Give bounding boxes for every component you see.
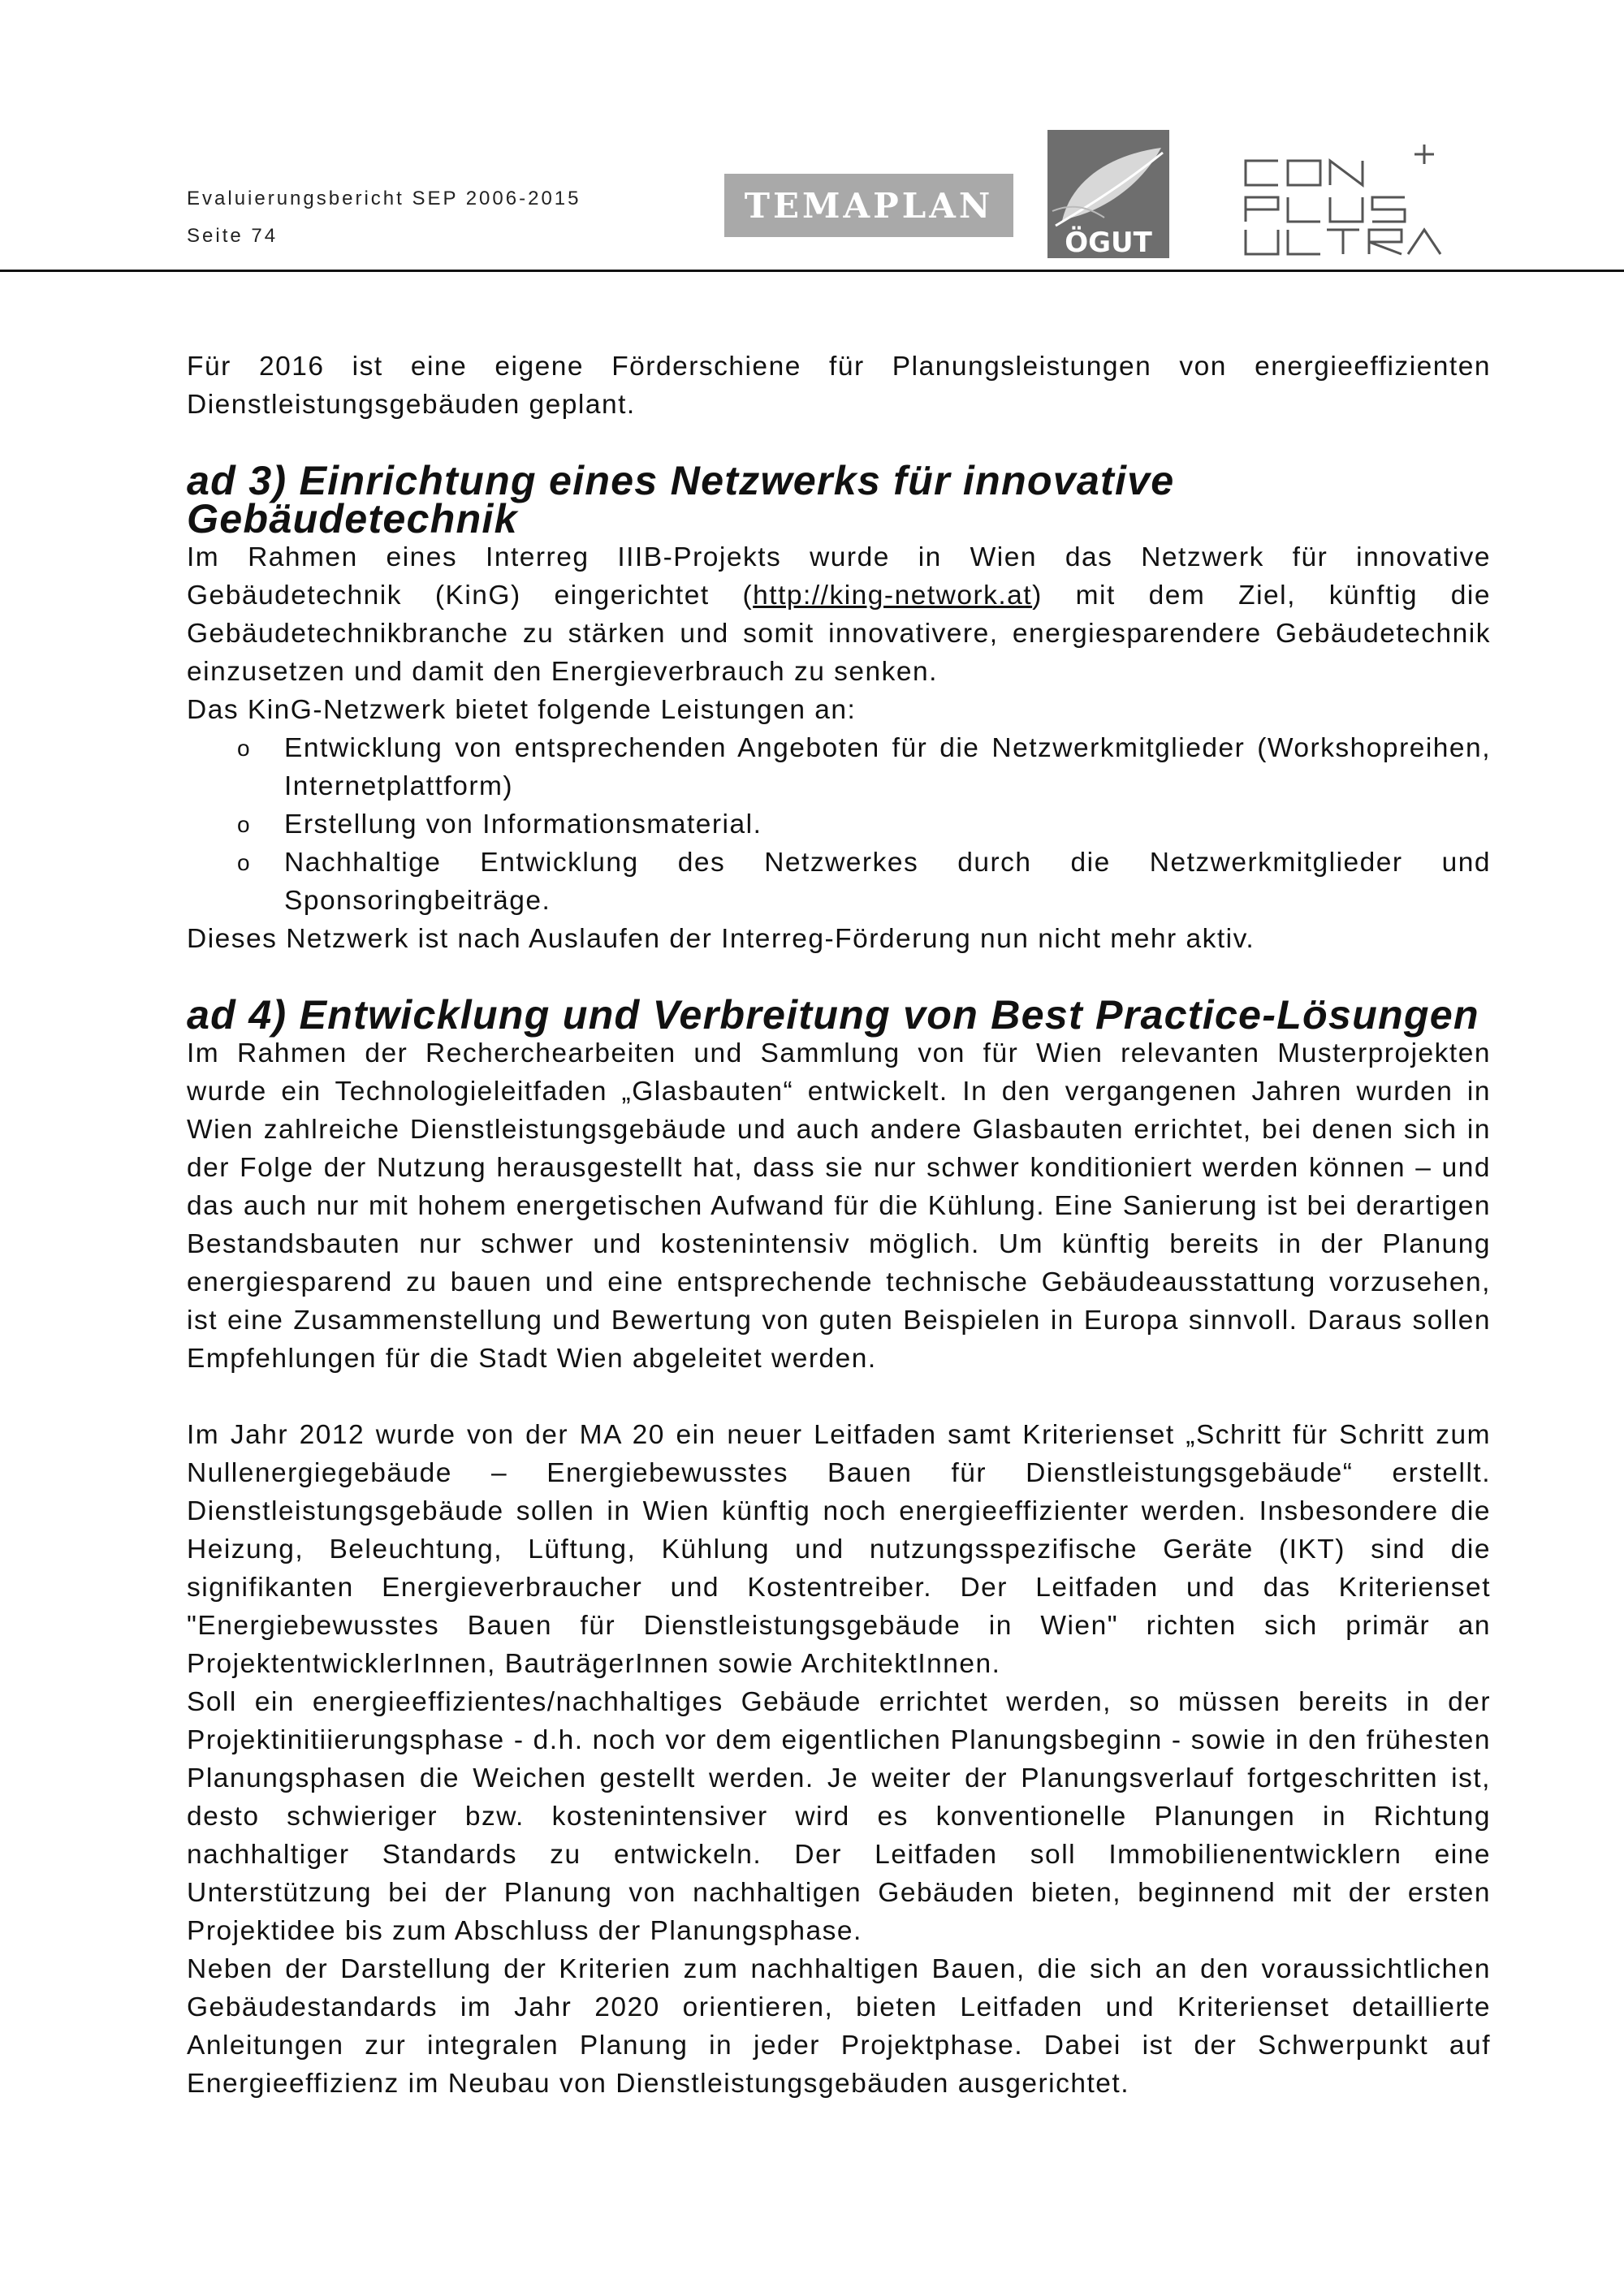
section-4-paragraph-1: Im Rahmen der Recherchearbeiten und Sammlung von für Wien relevanten Musterprojekten wurde ein Technologieleitfaden „Glasbauten“ entwickelt. In den vergangenen Jahren wurden in Wien zahlreiche Dienstleistungsgebäude und auch andere Glasbauten errichtet, bei denen sich in der Folge der Nutzung herausgestellt hat, dass sie nur schwer konditioniert werden können – und das auch nur mit hohem energetischen Aufwand für die Kühlung. Eine Sanierung ist bei derartigen Bestandsbauten nur schwer und kostenintensiv möglich. Um künftig bereits in der Planung energiesparend zu bauen und eine entsprechende technische Gebäudeausstattung vorzusehen, ist eine Zusammenstellung und Bewertung von guten Beispielen in Europa sinnvoll. Daraus sollen Empfehlungen für die Stadt Wien abgeleitet werden. [187,1038,1491,1374]
section-3-paragraph: Im Rahmen eines Interreg IIIB-Projekts wurde in Wien das Netzwerk für innovative Gebäudetechnik (KinG) eingerichtet (http://king-network.at) mit dem Ziel, künftig die Gebäudetechnikbranche zu stärken und somit innovativere, energiesparendere Gebäudetechnik einzusetzen und damit den Energieverbrauch zu senken. [187,542,1491,687]
list-item: o Erstellung von Informationsmaterial. [187,805,1491,844]
report-title: Evaluierungsbericht SEP 2006-2015 [187,188,581,209]
temaplan-logo: TEMAPLAN [724,174,1013,237]
ogut-logo [1047,130,1169,258]
bullet-icon: o [237,812,252,837]
header-divider [0,270,1624,272]
bullet-icon: o [237,850,252,875]
document-body [187,347,1491,2103]
page-number: Seite 74 [187,225,279,247]
section-4-paragraph-3: Soll ein energieeffizientes/nachhaltiges Gebäude errichtet werden, so müssen bereits in der Projektinitiierungsphase - d.h. noch vor dem eigentlichen Planungsbeginn - sowie in den frühesten Planungsphasen die Weichen gestellt werden. Je weiter der Planungsverlauf fortgeschritten ist, desto schwieriger bzw. kostenintensiver wird es konventionelle Planungen in Richtung nachhaltiger Standards zu entwickeln. Der Leitfaden soll Immobilienentwicklern eine Unterstützung bei der Planung von nachhaltigen Gebäuden bieten, beginnend mit der ersten Projektidee bis zum Abschluss der Planungsphase. [187,1687,1491,1946]
list-intro: Das KinG-Netzwerk bietet folgende Leistungen an: [187,695,857,725]
section-3-closing: Dieses Netzwerk ist nach Auslaufen der Interreg-Förderung nun nicht mehr aktiv. [187,924,1255,954]
header-meta [187,180,581,255]
section-4-paragraph-2: Im Jahr 2012 wurde von der MA 20 ein neuer Leitfaden samt Kriterienset „Schritt für Schritt zum Nullenergiegebäude – Energiebewusstes Bauen für Dienstleistungsgebäude“ erstellt. Dienstleistungsgebäude sollen in Wien künftig noch energieeffizienter werden. Insbesondere die Heizung, Beleuchtung, Lüftung, Kühlung und nutzungsspezifische Geräte (IKT) sind die signifikanten Energieverbraucher und Kostentreiber. Der Leitfaden und das Kriterienset "Energiebewusstes Bauen für Dienstleistungsgebäude in Wien" richten sich primär an ProjektentwicklerInnen, BauträgerInnen sowie ArchitektInnen. [187,1420,1491,1679]
services-list [187,729,1491,920]
conplusultra-logo [1242,136,1453,258]
king-network-link[interactable]: http://king-network.at [753,580,1033,611]
intro-paragraph: Für 2016 ist eine eigene Förderschiene für Planungsleistungen von energieeffizienten Dienstleistungsgebäuden geplant. [187,352,1491,420]
section-4-heading: ad 4) Entwicklung und Verbreitung von Best Practice-Lösungen [187,992,1479,1038]
list-item: o Entwicklung von entsprechenden Angeboten für die Netzwerkmitglieder (Workshopreihen, Internetplattform) [187,729,1491,805]
section-3-heading: ad 3) Einrichtung eines Netzwerks für innovative Gebäudetechnik [187,458,1175,542]
section-4-paragraph-4: Neben der Darstellung der Kriterien zum nachhaltigen Bauen, die sich an den voraussichtlichen Gebäudestandards im Jahr 2020 orientieren, bieten Leitfaden und Kriterienset detaillierte Anleitungen zur integralen Planung in jeder Projektphase. Dabei ist der Schwerpunkt auf Energieeffizienz im Neubau von Dienstleistungsgebäuden ausgerichtet. [187,1954,1491,2099]
bullet-icon: o [237,736,252,761]
svg-text:ÖGUT: ÖGUT [1065,227,1152,258]
list-item: o Nachhaltige Entwicklung des Netzwerkes durch die Netzwerkmitglieder und Sponsoringbeiträge. [187,844,1491,920]
